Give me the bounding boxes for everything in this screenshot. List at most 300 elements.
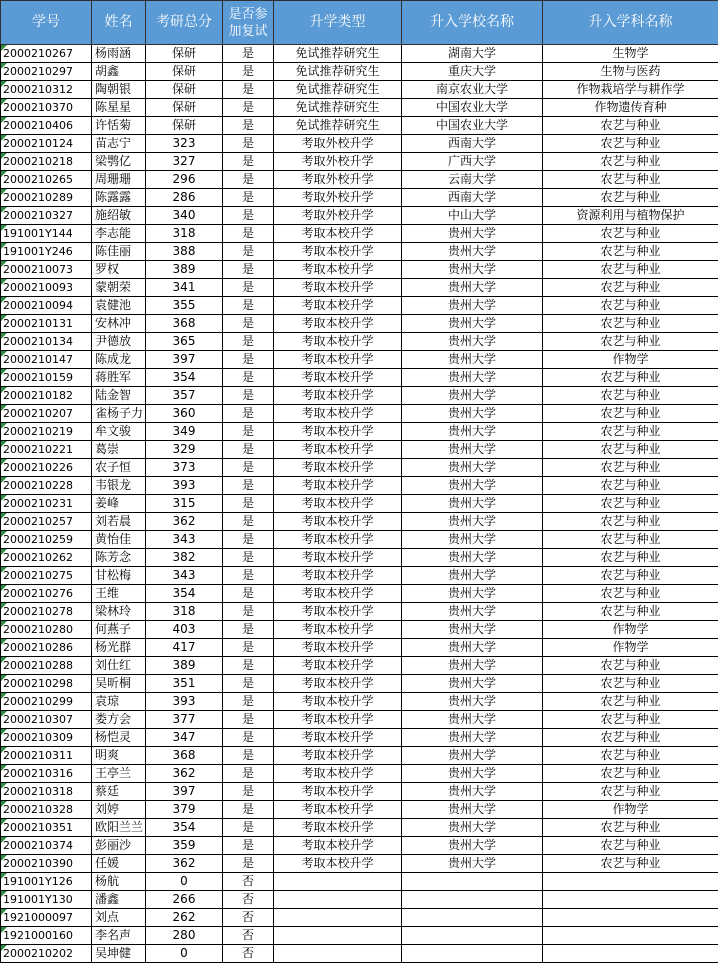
cell-exam-score[interactable]: 365 [146, 333, 223, 351]
cell-admission-type[interactable]: 考取本校升学 [274, 297, 402, 315]
cell-school[interactable]: 贵州大学 [402, 243, 543, 261]
cell-major[interactable]: 农艺与种业 [543, 189, 718, 207]
cell-admission-type[interactable]: 考取本校升学 [274, 261, 402, 279]
cell-name[interactable]: 雀杨子力 [92, 405, 146, 423]
cell-school[interactable]: 贵州大学 [402, 855, 543, 873]
cell-name[interactable]: 杨恺灵 [92, 729, 146, 747]
cell-admission-type[interactable]: 考取外校升学 [274, 207, 402, 225]
cell-retest[interactable]: 否 [223, 909, 274, 927]
cell-retest[interactable]: 是 [223, 729, 274, 747]
cell-major[interactable]: 农艺与种业 [543, 711, 718, 729]
cell-student-id[interactable] [1, 729, 92, 747]
cell-major[interactable]: 作物学 [543, 801, 718, 819]
cell-name[interactable]: 吴坤健 [92, 945, 146, 963]
cell-student-id[interactable] [1, 405, 92, 423]
cell-school[interactable]: 湖南大学 [402, 45, 543, 63]
cell-exam-score[interactable]: 403 [146, 621, 223, 639]
cell-retest[interactable]: 是 [223, 495, 274, 513]
cell-student-id[interactable] [1, 477, 92, 495]
cell-admission-type[interactable]: 考取本校升学 [274, 387, 402, 405]
cell-retest[interactable]: 否 [223, 873, 274, 891]
cell-retest[interactable]: 是 [223, 153, 274, 171]
cell-school[interactable]: 贵州大学 [402, 657, 543, 675]
cell-major[interactable]: 农艺与种业 [543, 333, 718, 351]
cell-student-id[interactable] [1, 693, 92, 711]
cell-admission-type[interactable]: 考取本校升学 [274, 819, 402, 837]
cell-major[interactable]: 农艺与种业 [543, 765, 718, 783]
cell-school[interactable]: 贵州大学 [402, 333, 543, 351]
cell-name[interactable]: 苗志宁 [92, 135, 146, 153]
cell-major[interactable]: 农艺与种业 [543, 837, 718, 855]
cell-student-id[interactable] [1, 621, 92, 639]
cell-student-id[interactable] [1, 531, 92, 549]
cell-student-id[interactable] [1, 351, 92, 369]
cell-exam-score[interactable]: 377 [146, 711, 223, 729]
cell-major[interactable]: 农艺与种业 [543, 297, 718, 315]
cell-retest[interactable]: 是 [223, 855, 274, 873]
cell-exam-score[interactable]: 388 [146, 243, 223, 261]
cell-major[interactable]: 农艺与种业 [543, 441, 718, 459]
cell-admission-type[interactable]: 考取本校升学 [274, 783, 402, 801]
cell-student-id[interactable] [1, 423, 92, 441]
cell-student-id[interactable] [1, 675, 92, 693]
cell-name[interactable]: 陶朝银 [92, 81, 146, 99]
cell-student-id[interactable] [1, 207, 92, 225]
cell-student-id[interactable] [1, 495, 92, 513]
cell-admission-type[interactable] [274, 927, 402, 945]
cell-admission-type[interactable]: 考取本校升学 [274, 747, 402, 765]
cell-admission-type[interactable]: 免试推荐研究生 [274, 117, 402, 135]
cell-school[interactable] [402, 891, 543, 909]
cell-major[interactable]: 农艺与种业 [543, 819, 718, 837]
cell-major[interactable]: 农艺与种业 [543, 423, 718, 441]
cell-exam-score[interactable]: 397 [146, 783, 223, 801]
cell-name[interactable]: 娄方会 [92, 711, 146, 729]
cell-admission-type[interactable] [274, 891, 402, 909]
cell-student-id[interactable] [1, 945, 92, 963]
cell-admission-type[interactable]: 考取本校升学 [274, 477, 402, 495]
cell-name[interactable]: 陈成龙 [92, 351, 146, 369]
cell-admission-type[interactable]: 考取本校升学 [274, 675, 402, 693]
cell-exam-score[interactable]: 347 [146, 729, 223, 747]
cell-major[interactable]: 农艺与种业 [543, 855, 718, 873]
cell-name[interactable]: 潘鑫 [92, 891, 146, 909]
cell-exam-score[interactable]: 340 [146, 207, 223, 225]
cell-retest[interactable]: 是 [223, 99, 274, 117]
cell-major[interactable]: 作物学 [543, 639, 718, 657]
cell-name[interactable]: 周珊珊 [92, 171, 146, 189]
cell-student-id[interactable] [1, 927, 92, 945]
cell-student-id[interactable] [1, 63, 92, 81]
cell-retest[interactable]: 是 [223, 81, 274, 99]
cell-admission-type[interactable]: 考取本校升学 [274, 405, 402, 423]
cell-admission-type[interactable]: 考取本校升学 [274, 549, 402, 567]
cell-major[interactable]: 作物栽培学与耕作学 [543, 81, 718, 99]
cell-exam-score[interactable]: 389 [146, 261, 223, 279]
cell-school[interactable]: 贵州大学 [402, 837, 543, 855]
cell-exam-score[interactable]: 379 [146, 801, 223, 819]
cell-name[interactable]: 梁林玲 [92, 603, 146, 621]
cell-name[interactable]: 王维 [92, 585, 146, 603]
cell-admission-type[interactable]: 考取外校升学 [274, 135, 402, 153]
cell-exam-score[interactable]: 343 [146, 531, 223, 549]
cell-retest[interactable]: 是 [223, 837, 274, 855]
cell-student-id[interactable] [1, 153, 92, 171]
cell-retest[interactable]: 是 [223, 369, 274, 387]
cell-exam-score[interactable]: 318 [146, 603, 223, 621]
cell-major[interactable]: 农艺与种业 [543, 243, 718, 261]
cell-school[interactable]: 贵州大学 [402, 261, 543, 279]
cell-admission-type[interactable]: 考取本校升学 [274, 351, 402, 369]
cell-student-id[interactable] [1, 189, 92, 207]
cell-major[interactable]: 农艺与种业 [543, 531, 718, 549]
cell-major[interactable]: 农艺与种业 [543, 747, 718, 765]
cell-admission-type[interactable]: 考取本校升学 [274, 333, 402, 351]
cell-admission-type[interactable]: 免试推荐研究生 [274, 99, 402, 117]
cell-school[interactable]: 贵州大学 [402, 675, 543, 693]
cell-school[interactable]: 中国农业大学 [402, 99, 543, 117]
cell-retest[interactable]: 是 [223, 747, 274, 765]
cell-student-id[interactable] [1, 117, 92, 135]
cell-admission-type[interactable]: 考取本校升学 [274, 711, 402, 729]
cell-admission-type[interactable]: 考取本校升学 [274, 657, 402, 675]
cell-admission-type[interactable]: 免试推荐研究生 [274, 63, 402, 81]
cell-major[interactable]: 农艺与种业 [543, 495, 718, 513]
cell-student-id[interactable] [1, 225, 92, 243]
cell-student-id[interactable] [1, 81, 92, 99]
cell-student-id[interactable] [1, 801, 92, 819]
cell-major[interactable]: 农艺与种业 [543, 459, 718, 477]
cell-major[interactable]: 农艺与种业 [543, 549, 718, 567]
cell-admission-type[interactable] [274, 873, 402, 891]
cell-school[interactable]: 贵州大学 [402, 513, 543, 531]
cell-admission-type[interactable]: 考取本校升学 [274, 459, 402, 477]
cell-exam-score[interactable]: 357 [146, 387, 223, 405]
cell-major[interactable]: 农艺与种业 [543, 117, 718, 135]
cell-exam-score[interactable]: 354 [146, 819, 223, 837]
cell-school[interactable]: 贵州大学 [402, 531, 543, 549]
cell-major[interactable]: 农艺与种业 [543, 585, 718, 603]
cell-admission-type[interactable]: 考取本校升学 [274, 243, 402, 261]
cell-school[interactable]: 贵州大学 [402, 585, 543, 603]
cell-student-id[interactable] [1, 99, 92, 117]
cell-major[interactable]: 农艺与种业 [543, 657, 718, 675]
cell-name[interactable]: 明爽 [92, 747, 146, 765]
cell-name[interactable]: 罗权 [92, 261, 146, 279]
cell-name[interactable]: 吴昕桐 [92, 675, 146, 693]
cell-retest[interactable]: 是 [223, 693, 274, 711]
cell-school[interactable]: 贵州大学 [402, 693, 543, 711]
cell-retest[interactable]: 是 [223, 387, 274, 405]
cell-name[interactable]: 彭丽沙 [92, 837, 146, 855]
cell-school[interactable]: 贵州大学 [402, 459, 543, 477]
cell-admission-type[interactable]: 考取本校升学 [274, 693, 402, 711]
cell-school[interactable]: 贵州大学 [402, 567, 543, 585]
cell-name[interactable]: 袁健池 [92, 297, 146, 315]
cell-exam-score[interactable]: 397 [146, 351, 223, 369]
cell-major[interactable] [543, 891, 718, 909]
cell-school[interactable]: 贵州大学 [402, 711, 543, 729]
cell-major[interactable]: 农艺与种业 [543, 405, 718, 423]
cell-admission-type[interactable]: 考取外校升学 [274, 153, 402, 171]
cell-retest[interactable]: 是 [223, 549, 274, 567]
cell-student-id[interactable] [1, 333, 92, 351]
cell-retest[interactable]: 是 [223, 801, 274, 819]
cell-major[interactable]: 农艺与种业 [543, 567, 718, 585]
cell-major[interactable]: 农艺与种业 [543, 171, 718, 189]
cell-school[interactable]: 贵州大学 [402, 495, 543, 513]
cell-name[interactable]: 陈佳丽 [92, 243, 146, 261]
cell-student-id[interactable] [1, 297, 92, 315]
cell-student-id[interactable] [1, 459, 92, 477]
cell-retest[interactable]: 是 [223, 135, 274, 153]
cell-retest[interactable]: 是 [223, 657, 274, 675]
cell-name[interactable]: 蔡廷 [92, 783, 146, 801]
cell-student-id[interactable] [1, 855, 92, 873]
cell-school[interactable] [402, 873, 543, 891]
cell-retest[interactable]: 是 [223, 459, 274, 477]
cell-exam-score[interactable]: 417 [146, 639, 223, 657]
cell-retest[interactable]: 是 [223, 531, 274, 549]
cell-school[interactable]: 贵州大学 [402, 441, 543, 459]
cell-exam-score[interactable]: 362 [146, 855, 223, 873]
cell-admission-type[interactable]: 考取本校升学 [274, 603, 402, 621]
cell-school[interactable]: 贵州大学 [402, 783, 543, 801]
cell-school[interactable]: 贵州大学 [402, 369, 543, 387]
cell-name[interactable]: 陈星星 [92, 99, 146, 117]
cell-name[interactable]: 牟文骏 [92, 423, 146, 441]
cell-student-id[interactable] [1, 711, 92, 729]
cell-exam-score[interactable]: 349 [146, 423, 223, 441]
cell-retest[interactable]: 是 [223, 513, 274, 531]
cell-student-id[interactable] [1, 243, 92, 261]
cell-exam-score[interactable]: 393 [146, 477, 223, 495]
cell-name[interactable]: 杨雨涵 [92, 45, 146, 63]
cell-name[interactable]: 刘若晨 [92, 513, 146, 531]
cell-admission-type[interactable]: 考取本校升学 [274, 801, 402, 819]
cell-admission-type[interactable]: 考取本校升学 [274, 225, 402, 243]
cell-admission-type[interactable] [274, 909, 402, 927]
cell-school[interactable]: 重庆大学 [402, 63, 543, 81]
cell-retest[interactable]: 是 [223, 711, 274, 729]
cell-major[interactable]: 农艺与种业 [543, 477, 718, 495]
cell-admission-type[interactable]: 考取本校升学 [274, 567, 402, 585]
cell-major[interactable]: 作物学 [543, 351, 718, 369]
cell-retest[interactable]: 是 [223, 405, 274, 423]
cell-retest[interactable]: 是 [223, 225, 274, 243]
cell-admission-type[interactable]: 考取本校升学 [274, 513, 402, 531]
cell-student-id[interactable] [1, 819, 92, 837]
cell-school[interactable]: 贵州大学 [402, 297, 543, 315]
cell-exam-score[interactable]: 359 [146, 837, 223, 855]
cell-school[interactable]: 西南大学 [402, 135, 543, 153]
cell-retest[interactable]: 是 [223, 171, 274, 189]
cell-major[interactable]: 农艺与种业 [543, 693, 718, 711]
cell-admission-type[interactable]: 考取外校升学 [274, 189, 402, 207]
cell-exam-score[interactable]: 355 [146, 297, 223, 315]
cell-retest[interactable]: 是 [223, 261, 274, 279]
cell-name[interactable]: 王亭兰 [92, 765, 146, 783]
cell-major[interactable]: 农艺与种业 [543, 135, 718, 153]
cell-name[interactable]: 葛崇 [92, 441, 146, 459]
cell-school[interactable]: 贵州大学 [402, 639, 543, 657]
cell-exam-score[interactable]: 368 [146, 315, 223, 333]
cell-major[interactable]: 农艺与种业 [543, 369, 718, 387]
cell-student-id[interactable] [1, 315, 92, 333]
cell-school[interactable]: 贵州大学 [402, 747, 543, 765]
cell-admission-type[interactable]: 考取本校升学 [274, 621, 402, 639]
cell-major[interactable]: 农艺与种业 [543, 513, 718, 531]
cell-school[interactable]: 贵州大学 [402, 279, 543, 297]
cell-exam-score[interactable]: 保研 [146, 99, 223, 117]
cell-name[interactable]: 刘点 [92, 909, 146, 927]
cell-name[interactable]: 李志能 [92, 225, 146, 243]
cell-exam-score[interactable]: 保研 [146, 81, 223, 99]
cell-school[interactable]: 贵州大学 [402, 819, 543, 837]
cell-exam-score[interactable]: 343 [146, 567, 223, 585]
cell-major[interactable]: 农艺与种业 [543, 783, 718, 801]
cell-student-id[interactable] [1, 261, 92, 279]
cell-school[interactable]: 贵州大学 [402, 225, 543, 243]
cell-name[interactable]: 李名声 [92, 927, 146, 945]
cell-name[interactable]: 许恬菊 [92, 117, 146, 135]
cell-name[interactable]: 刘仕红 [92, 657, 146, 675]
cell-name[interactable]: 欧阳兰兰 [92, 819, 146, 837]
cell-name[interactable]: 安林冲 [92, 315, 146, 333]
cell-retest[interactable]: 是 [223, 477, 274, 495]
cell-admission-type[interactable]: 考取外校升学 [274, 171, 402, 189]
cell-major[interactable]: 农艺与种业 [543, 729, 718, 747]
cell-exam-score[interactable]: 保研 [146, 63, 223, 81]
cell-student-id[interactable] [1, 171, 92, 189]
cell-student-id[interactable] [1, 873, 92, 891]
cell-retest[interactable]: 是 [223, 603, 274, 621]
cell-student-id[interactable] [1, 513, 92, 531]
cell-name[interactable]: 杨航 [92, 873, 146, 891]
cell-school[interactable]: 贵州大学 [402, 765, 543, 783]
cell-retest[interactable]: 否 [223, 891, 274, 909]
cell-student-id[interactable] [1, 639, 92, 657]
cell-name[interactable]: 袁琼 [92, 693, 146, 711]
cell-student-id[interactable] [1, 765, 92, 783]
cell-retest[interactable]: 是 [223, 765, 274, 783]
cell-name[interactable]: 杨光群 [92, 639, 146, 657]
cell-student-id[interactable] [1, 387, 92, 405]
cell-school[interactable]: 贵州大学 [402, 621, 543, 639]
cell-retest[interactable]: 是 [223, 783, 274, 801]
cell-admission-type[interactable]: 考取本校升学 [274, 639, 402, 657]
cell-exam-score[interactable]: 329 [146, 441, 223, 459]
cell-name[interactable]: 姜峰 [92, 495, 146, 513]
cell-exam-score[interactable]: 354 [146, 369, 223, 387]
cell-major[interactable]: 生物与医药 [543, 63, 718, 81]
cell-student-id[interactable] [1, 891, 92, 909]
cell-name[interactable]: 甘松梅 [92, 567, 146, 585]
cell-student-id[interactable] [1, 657, 92, 675]
cell-exam-score[interactable]: 327 [146, 153, 223, 171]
cell-exam-score[interactable]: 318 [146, 225, 223, 243]
cell-retest[interactable]: 是 [223, 279, 274, 297]
cell-school[interactable]: 中山大学 [402, 207, 543, 225]
cell-name[interactable]: 蒋胜军 [92, 369, 146, 387]
cell-student-id[interactable] [1, 603, 92, 621]
cell-name[interactable]: 胡鑫 [92, 63, 146, 81]
cell-exam-score[interactable]: 360 [146, 405, 223, 423]
cell-admission-type[interactable]: 考取本校升学 [274, 837, 402, 855]
cell-student-id[interactable] [1, 135, 92, 153]
cell-retest[interactable]: 是 [223, 243, 274, 261]
cell-exam-score[interactable]: 0 [146, 873, 223, 891]
cell-name[interactable]: 何燕子 [92, 621, 146, 639]
cell-major[interactable]: 农艺与种业 [543, 315, 718, 333]
cell-retest[interactable]: 是 [223, 207, 274, 225]
cell-major[interactable] [543, 909, 718, 927]
cell-admission-type[interactable]: 考取本校升学 [274, 765, 402, 783]
cell-school[interactable]: 贵州大学 [402, 549, 543, 567]
cell-school[interactable]: 西南大学 [402, 189, 543, 207]
cell-retest[interactable]: 是 [223, 423, 274, 441]
cell-exam-score[interactable]: 393 [146, 693, 223, 711]
cell-retest[interactable]: 否 [223, 927, 274, 945]
cell-name[interactable]: 任媛 [92, 855, 146, 873]
cell-exam-score[interactable]: 362 [146, 765, 223, 783]
cell-student-id[interactable] [1, 369, 92, 387]
cell-admission-type[interactable]: 考取本校升学 [274, 495, 402, 513]
cell-school[interactable]: 广西大学 [402, 153, 543, 171]
cell-exam-score[interactable]: 354 [146, 585, 223, 603]
cell-major[interactable] [543, 927, 718, 945]
cell-retest[interactable]: 是 [223, 639, 274, 657]
cell-exam-score[interactable]: 262 [146, 909, 223, 927]
cell-name[interactable]: 陈芳念 [92, 549, 146, 567]
cell-major[interactable]: 资源利用与植物保护 [543, 207, 718, 225]
cell-admission-type[interactable]: 考取本校升学 [274, 369, 402, 387]
cell-exam-score[interactable]: 341 [146, 279, 223, 297]
cell-school[interactable]: 云南大学 [402, 171, 543, 189]
cell-student-id[interactable] [1, 837, 92, 855]
cell-major[interactable] [543, 945, 718, 963]
cell-exam-score[interactable]: 保研 [146, 45, 223, 63]
cell-exam-score[interactable]: 382 [146, 549, 223, 567]
cell-school[interactable]: 贵州大学 [402, 477, 543, 495]
cell-major[interactable]: 生物学 [543, 45, 718, 63]
cell-student-id[interactable] [1, 909, 92, 927]
cell-name[interactable]: 陈露露 [92, 189, 146, 207]
cell-admission-type[interactable]: 免试推荐研究生 [274, 45, 402, 63]
cell-admission-type[interactable]: 考取本校升学 [274, 315, 402, 333]
cell-retest[interactable]: 是 [223, 333, 274, 351]
cell-name[interactable]: 蒙朝荣 [92, 279, 146, 297]
cell-major[interactable]: 农艺与种业 [543, 603, 718, 621]
cell-name[interactable]: 施绍敏 [92, 207, 146, 225]
cell-student-id[interactable] [1, 747, 92, 765]
cell-name[interactable]: 陆金智 [92, 387, 146, 405]
cell-retest[interactable]: 否 [223, 945, 274, 963]
cell-admission-type[interactable]: 考取本校升学 [274, 441, 402, 459]
cell-student-id[interactable] [1, 279, 92, 297]
cell-school[interactable] [402, 945, 543, 963]
cell-exam-score[interactable]: 266 [146, 891, 223, 909]
cell-student-id[interactable] [1, 441, 92, 459]
cell-student-id[interactable] [1, 45, 92, 63]
cell-school[interactable]: 贵州大学 [402, 387, 543, 405]
cell-admission-type[interactable]: 考取本校升学 [274, 855, 402, 873]
cell-exam-score[interactable]: 362 [146, 513, 223, 531]
cell-school[interactable]: 贵州大学 [402, 423, 543, 441]
cell-retest[interactable]: 是 [223, 315, 274, 333]
cell-student-id[interactable] [1, 783, 92, 801]
cell-major[interactable]: 农艺与种业 [543, 387, 718, 405]
